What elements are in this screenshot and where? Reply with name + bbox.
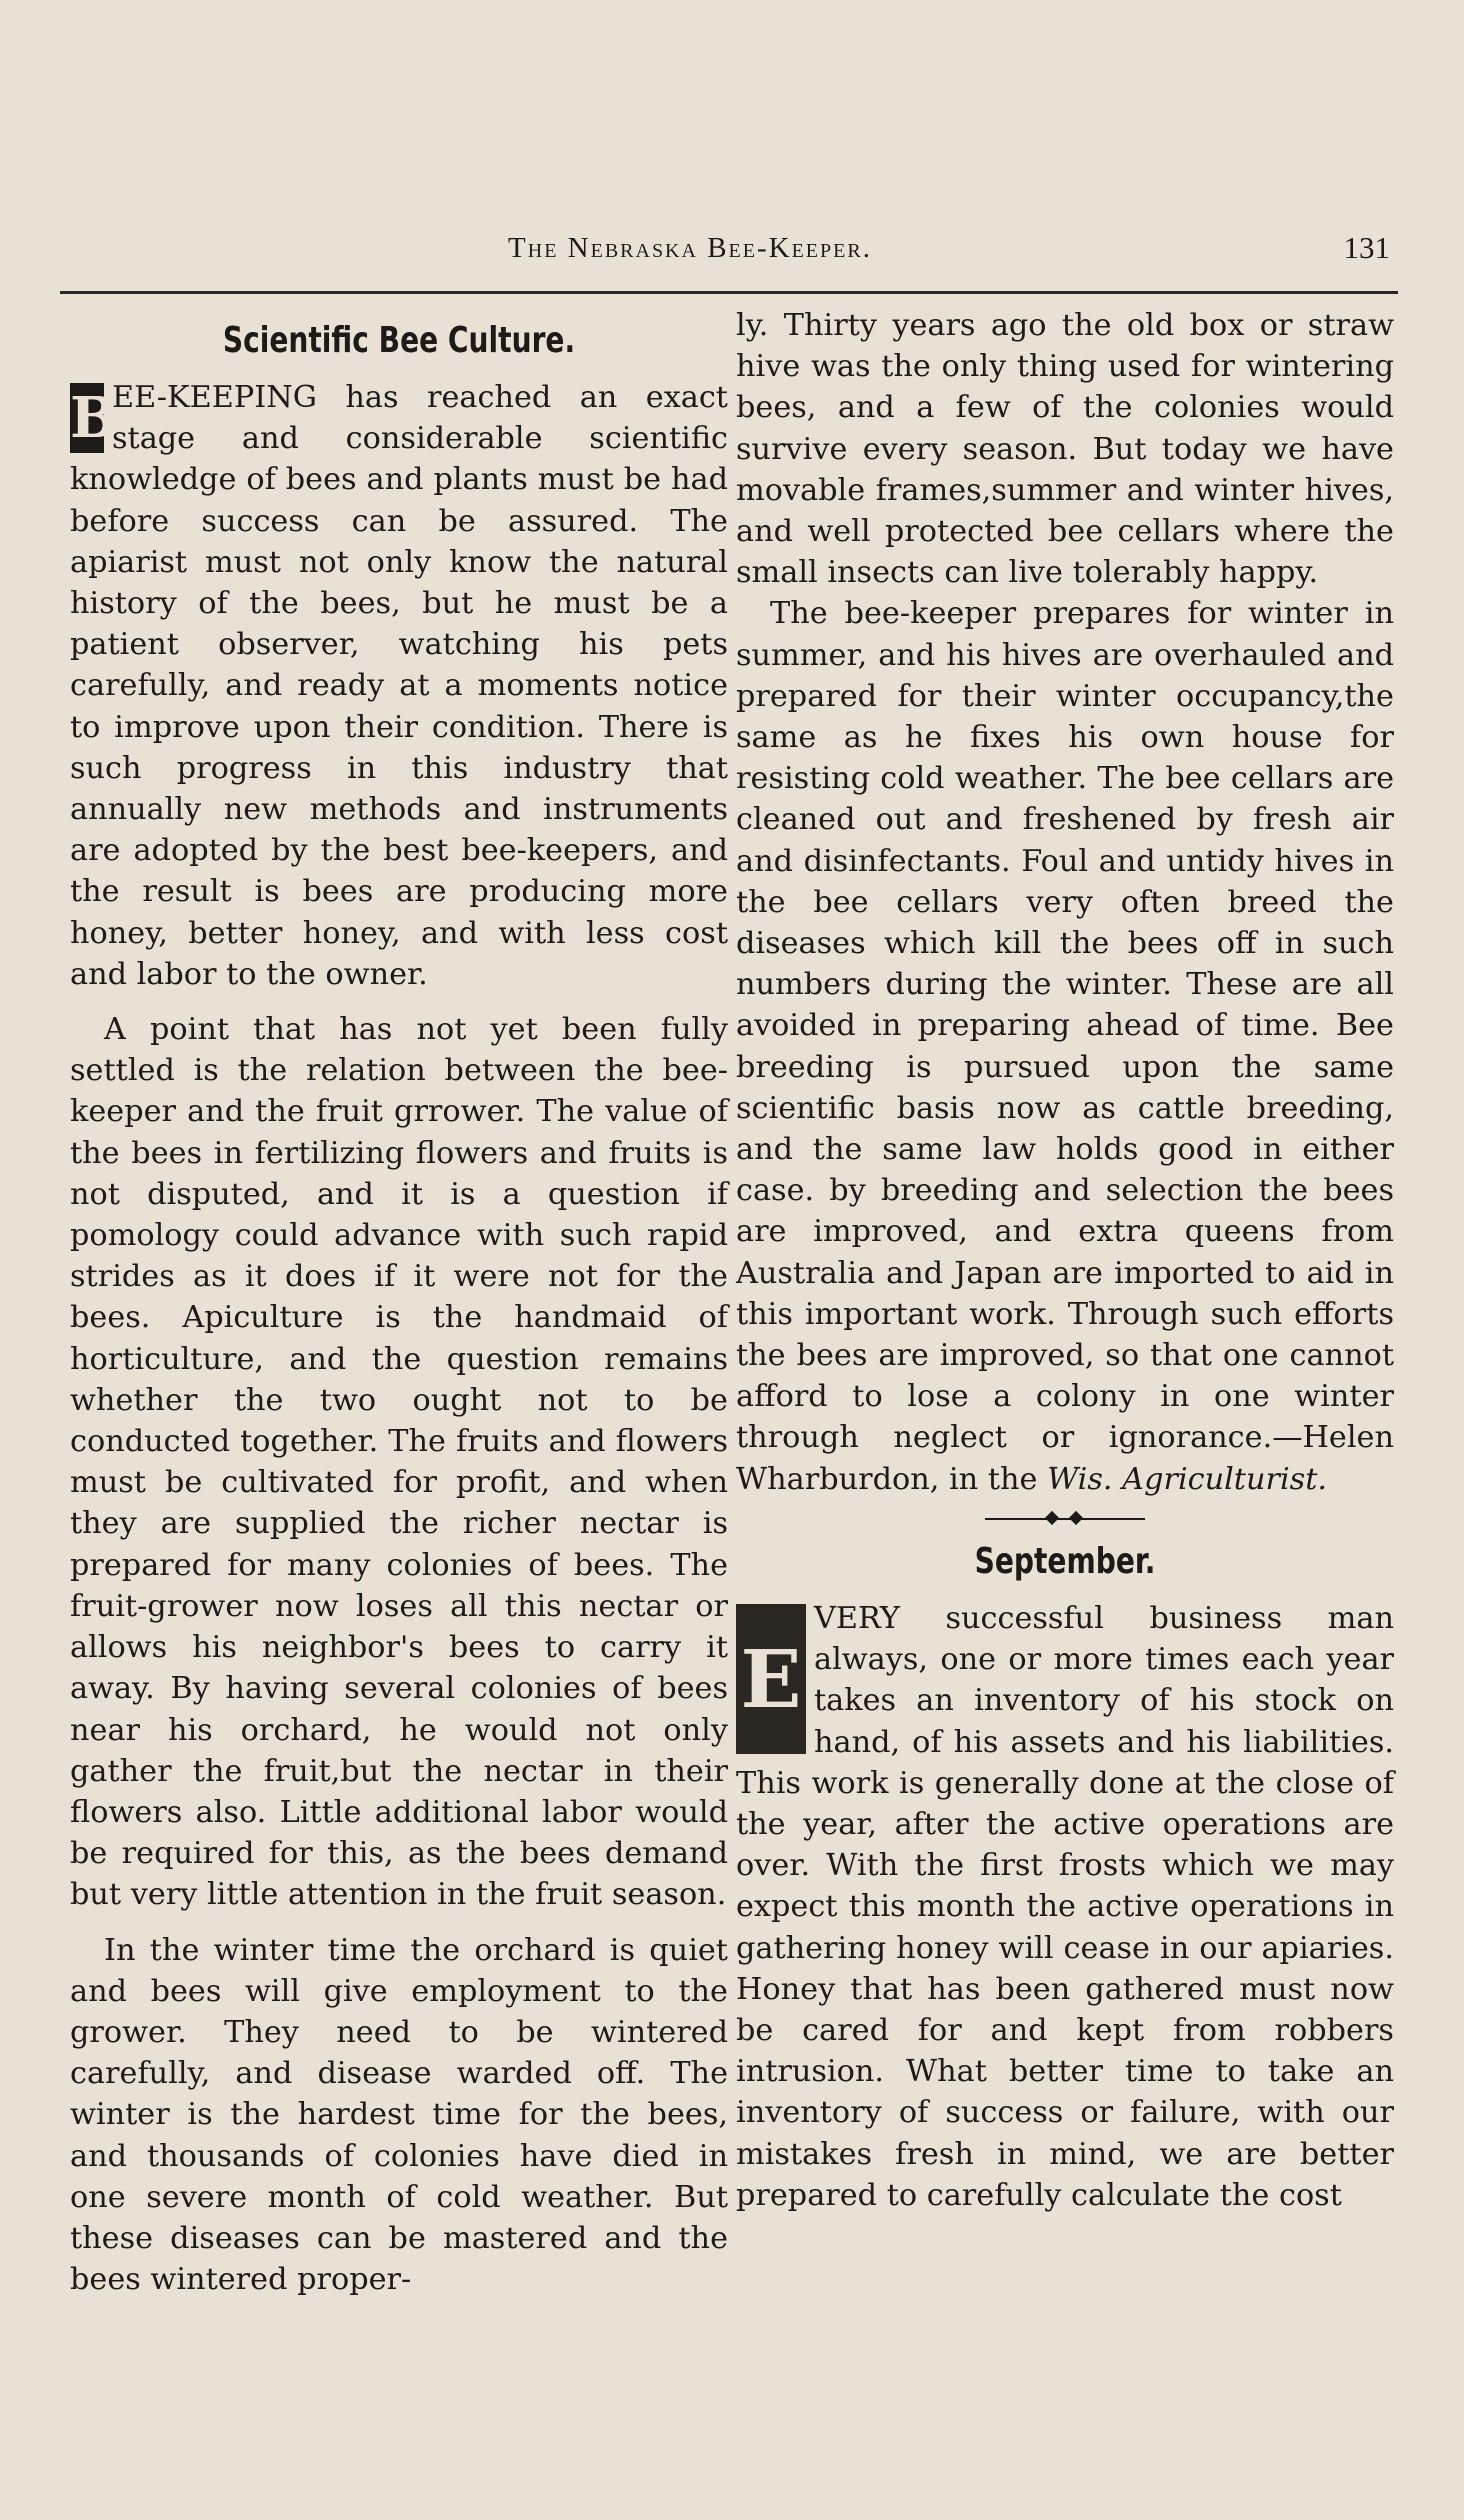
article2-lead-words: VERY bbox=[814, 1600, 900, 1636]
divider-diamond-icon bbox=[1045, 1511, 1059, 1525]
header-rule bbox=[60, 291, 1398, 294]
article1-paragraph-2: A point that has not yet been fully settled is the relation between the bee-keeper and the fruit grrower. The value of the bees in fertilizing flowers and fruits is not disputed, and it is a question if pomology could advance with such rapid strides as it does if it were not for the bees. Apiculture is the handmaid of horticulture, and the question remains whether the two ought not to be conducted together. The fruits and flowers must be cultivated for profit, and when they are supplied the richer nectar is prepared for many colonies of bees. The fruit-grower now loses all this nectar or allows his neighbor's bees to carry it away. By having several colonies of bees near his orchard, he would not only gather the fruit,but the nectar in their flowers also. Little additional labor would be required for this, as the bees demand but very little attention in the fruit season. bbox=[70, 1012, 728, 1913]
running-head bbox=[0, 232, 1464, 272]
article-title-scientific-bee-culture: Scientific Bee Culture. bbox=[222, 320, 576, 361]
article1-paragraph-3-continued: ly. Thirty years ago the old box or straw hive was the only thing used for wintering bees, and a few of the colonies would survive every season. But today we have movable frames,summer and winter hives, and well protected bee cellars where the small insects can live tolerably happy. bbox=[736, 308, 1394, 591]
drop-cap-b: B bbox=[70, 385, 118, 451]
attribution-source: Wis. Agriculturist. bbox=[1047, 1461, 1328, 1497]
article1-paragraph-1 bbox=[70, 377, 728, 995]
left-column bbox=[70, 305, 728, 2300]
drop-cap-e: E bbox=[736, 1604, 806, 1754]
divider-line bbox=[985, 1518, 1145, 1520]
article1-paragraph-1-text: has reached an exact stage and considerable scientific knowledge of bees and plants must be had before success can be assured. The apiarist must not only know the natural history of the bees, but he must be a patient observer, watching his pets carefully, and ready at a moments notice to improve upon their condition. There is such progress in this industry that annually new methods and instruments are adopted by the best bee-keepers, and the result is bees are producing more honey, better honey, and with less cost and labor to the owner. bbox=[70, 380, 728, 992]
page-number: 131 bbox=[1343, 230, 1390, 265]
article-title-september: September. bbox=[974, 1540, 1156, 1582]
divider-diamond-icon bbox=[1069, 1511, 1083, 1525]
article1-paragraph-4 bbox=[736, 593, 1394, 1499]
attribution-author: —Helen Wharburdon, in the bbox=[736, 1420, 1394, 1497]
article1-paragraph-4-text: The bee-keeper prepares for winter in summer, and his hives are overhauled and prepared for their winter occupancy,the same as he fixes his own house for resisting cold weather. The bee cellars are cleaned out and freshened by fresh air and disinfectants. Foul and untidy hives in the bee cellars very often breed the diseases which kill the bees off in such numbers during the winter. These are all avoided in preparing ahead of time. Bee breeding is pursued upon the same scientific basis now as cattle breeding, and the same law holds good in either case. by breeding and selection the bees are improved, and extra queens from Australia and Japan are imported to aid in this important work. Through such efforts the bees are improved, so that one cannot afford to lose a colony in one winter through neglect or ignorance. bbox=[736, 596, 1394, 1456]
article1-paragraph-3: In the winter time the orchard is quiet and bees will give employment to the grower. They need to be wintered carefully, and disease warded off. The winter is the hardest time for the bees, and thousands of colonies have died in one severe month of cold weather. But these diseases can be mastered and the bees wintered proper- bbox=[70, 1932, 728, 2298]
article2-paragraph-1 bbox=[736, 1598, 1394, 2216]
right-column bbox=[736, 305, 1394, 2216]
article2-paragraph-1-text: successful business man always, one or more times each year takes an inventory of his stock on hand, of his assets and his liabilities. This work is generally done at the close of the year, after the active operations are over. With the first frosts which we may expect this month the active operations in gathering honey will cease in our apiaries. Honey that has been gathered must now be cared for and kept from robbers intrusion. What better time to take an inventory of success or failure, with our mistakes fresh in mind, we are better prepared to carefully calculate the cost bbox=[736, 1600, 1394, 2213]
section-divider bbox=[985, 1512, 1145, 1526]
article1-lead-words: EE-KEEPING bbox=[112, 380, 317, 415]
journal-title: The Nebraska Bee-Keeper. bbox=[508, 232, 872, 264]
